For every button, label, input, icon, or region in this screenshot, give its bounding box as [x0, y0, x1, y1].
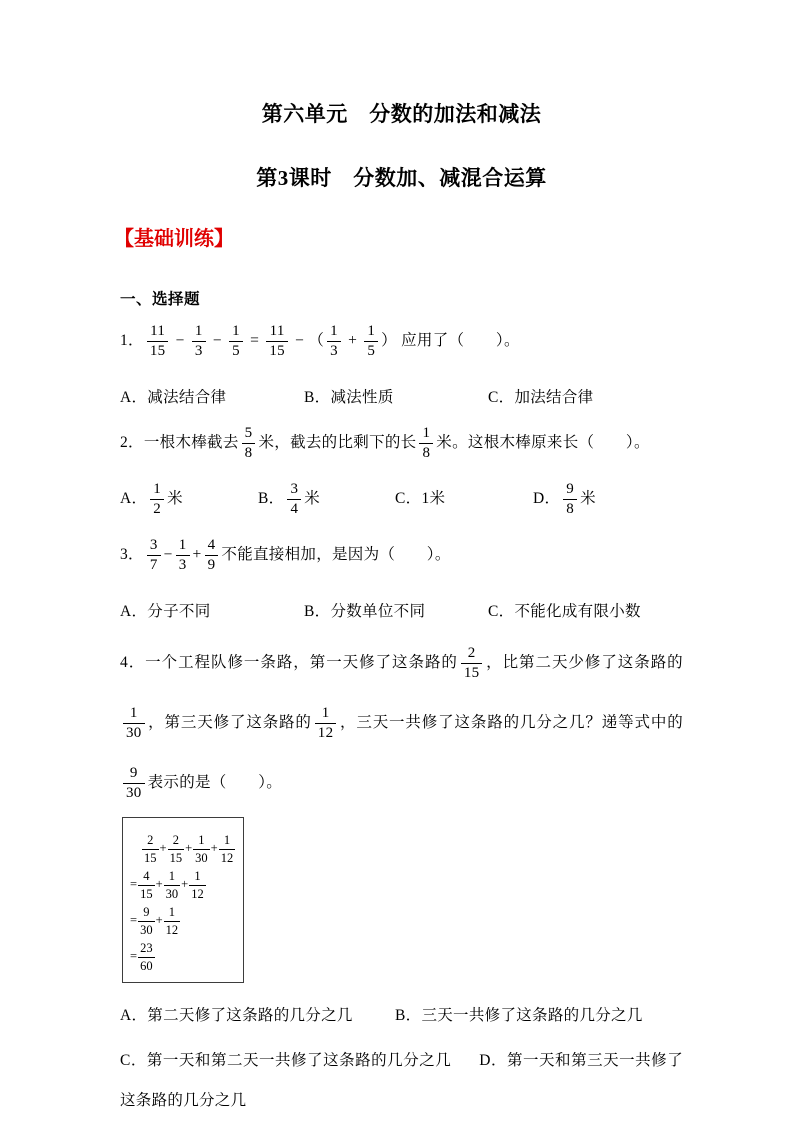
- question-1-option-a: A．减法结合律: [120, 389, 227, 406]
- question-3-options: [120, 597, 683, 627]
- solution-line-3: = $\frac{9}{30}$ + $\frac{1}{12}$: [130, 905, 179, 937]
- question-3-stem: 3． $\frac{3}{7}$ − $\frac{1}{3}$ + $\frac{4}{9}$ 不能直接相加，是因为（ ）。: [120, 536, 451, 573]
- question-1-options: [120, 383, 683, 413]
- question-4-options-ab: [120, 1001, 683, 1031]
- question-2-option-b: B． $\frac{3}{4}$ 米: [258, 480, 321, 517]
- question-4-stem: 4．一个工程队修一条路，第一天修了这条路的 $\frac{2}{15}$ ，比第二天少修了这条路的 $\frac{1}{30}$ ，第三天修了这条路的 $\frac{1}{12}$ ，三天一共修了这条路的几分之几？递等式中的 $\frac{9}{30}$ 表示的是（ ）。: [120, 644, 683, 801]
- question-3-option-c: C．不能化成有限小数: [488, 603, 641, 620]
- solution-box: [122, 817, 244, 983]
- question-1-stem: 1． $\frac{11}{15}$ − $\frac{1}{3}$ − $\frac{1}{5}$ = $\frac{11}{15}$ − （ $\frac{1}{3}$ + $\frac{1}{5}$ ） 应用了（ ）。: [120, 322, 520, 359]
- question-2-option-a: A． $\frac{1}{2}$ 米: [120, 480, 183, 517]
- question-1-option-c: C．加法结合律: [488, 389, 594, 406]
- question-4-options-cd: [120, 1041, 683, 1121]
- question-4-option-a: A．第二天修了这条路的几分之几: [120, 1007, 353, 1024]
- question-2-stem: 2．一根木棒截去 $\frac{5}{8}$ 米，截去的比剩下的长 $\frac{1}{8}$ 米。这根木棒原来长（ ）。: [120, 424, 650, 461]
- question-2-options: [120, 473, 683, 525]
- basic-training-badge: 【基础训练】: [114, 228, 234, 250]
- question-2-option-c: C．1米: [395, 490, 446, 507]
- question-3-option-a: A．分子不同: [120, 603, 211, 620]
- solution-line-1: $\frac{2}{15}$ + $\frac{2}{15}$ + $\frac{1}{30}$ + $\frac{1}{12}$: [144, 833, 234, 865]
- question-4-option-d: D．第一天和第三天一共修了这条路的几分之几: [120, 1052, 683, 1109]
- question-2-option-d: D． $\frac{9}{8}$ 米: [533, 480, 596, 517]
- solution-line-4: = $\frac{23}{60}$: [130, 941, 153, 973]
- lesson-title: 第3课时 分数加、减混合运算: [256, 166, 547, 190]
- question-4-option-c: C．第一天和第二天一共修了这条路的几分之几: [120, 1052, 452, 1069]
- question-4-option-b: B．三天一共修了这条路的几分之几: [395, 1007, 643, 1024]
- unit-title: 第六单元 分数的加法和减法: [261, 102, 542, 126]
- solution-line-2: = $\frac{4}{15}$ + $\frac{1}{30}$ + $\frac{1}{12}$: [130, 869, 204, 901]
- question-1-option-b: B．减法性质: [304, 389, 394, 406]
- part-one-heading: 一、选择题: [120, 291, 201, 308]
- question-3-option-b: B．分数单位不同: [304, 603, 426, 620]
